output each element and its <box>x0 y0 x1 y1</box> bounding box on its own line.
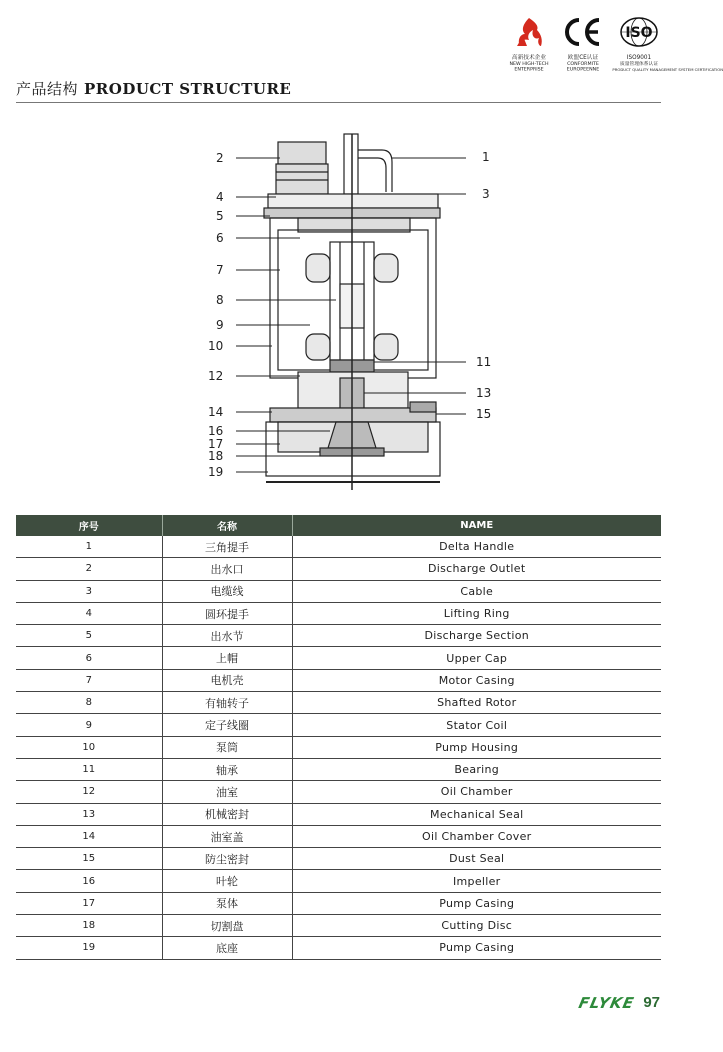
callout-12 <box>208 369 300 383</box>
table-row <box>16 602 661 624</box>
row-cn-name-cell: 油室 <box>162 781 292 803</box>
row-en-name-cell: Lifting Ring <box>292 602 661 624</box>
page-title-en: PRODUCT STRUCTURE <box>84 80 292 98</box>
row-number-cell: 2 <box>16 558 162 580</box>
header-divider <box>16 102 661 103</box>
svg-text:9: 9 <box>216 318 224 332</box>
svg-text:15: 15 <box>476 407 492 421</box>
cert-ce <box>555 16 611 73</box>
cert-caption-en: NEW HIGH-TECH ENTERPRISE <box>509 61 549 73</box>
table-row <box>16 803 661 825</box>
table-row <box>16 870 661 892</box>
table-row <box>16 714 661 736</box>
row-en-name-cell: Discharge Outlet <box>292 558 661 580</box>
table-row <box>16 580 661 602</box>
column-header-no: 序号 <box>16 515 162 536</box>
callout-8 <box>216 293 336 307</box>
row-cn-name-cell: 泵筒 <box>162 736 292 758</box>
row-en-name-cell: Upper Cap <box>292 647 661 669</box>
table-row <box>16 625 661 647</box>
row-number-cell: 18 <box>16 915 162 937</box>
table-header-row <box>16 515 661 536</box>
svg-text:14: 14 <box>208 405 224 419</box>
row-number-cell: 14 <box>16 825 162 847</box>
parts-table-wrapper <box>16 515 661 960</box>
row-en-name-cell: Pump Housing <box>292 736 661 758</box>
table-row <box>16 669 661 691</box>
row-number-cell: 16 <box>16 870 162 892</box>
row-cn-name-cell: 机械密封 <box>162 803 292 825</box>
row-number-cell: 19 <box>16 937 162 959</box>
iso-globe-icon <box>617 16 661 48</box>
brand-logo: FLYKE <box>576 994 636 1012</box>
page-number: 97 <box>643 994 660 1011</box>
row-number-cell: 8 <box>16 692 162 714</box>
svg-text:1: 1 <box>482 150 490 164</box>
delta-handle <box>344 134 358 194</box>
svg-text:16: 16 <box>208 424 224 438</box>
column-header-en-name: NAME <box>292 515 661 536</box>
svg-text:4: 4 <box>216 190 224 204</box>
row-cn-name-cell: 切割盘 <box>162 915 292 937</box>
stator-coil <box>306 254 330 282</box>
row-cn-name-cell: 上帽 <box>162 647 292 669</box>
row-number-cell: 12 <box>16 781 162 803</box>
row-number-cell: 1 <box>16 536 162 558</box>
row-cn-name-cell: 出水节 <box>162 625 292 647</box>
svg-text:12: 12 <box>208 369 224 383</box>
cert-caption-en: CONFORMITE EUROPEENNE <box>566 61 600 73</box>
row-en-name-cell: Bearing <box>292 758 661 780</box>
pump-cross-section-diagram <box>180 122 520 502</box>
row-number-cell: 5 <box>16 625 162 647</box>
callout-14 <box>208 405 272 419</box>
column-header-cn-name: 名称 <box>162 515 292 536</box>
svg-text:5: 5 <box>216 209 224 223</box>
svg-text:2: 2 <box>216 151 224 165</box>
row-cn-name-cell: 油室盖 <box>162 825 292 847</box>
row-en-name-cell: Dust Seal <box>292 848 661 870</box>
cert-caption-cn: 欧盟CE认证 <box>567 54 599 61</box>
row-number-cell: 9 <box>16 714 162 736</box>
svg-text:6: 6 <box>216 231 224 245</box>
row-cn-name-cell: 圆环提手 <box>162 602 292 624</box>
row-number-cell: 13 <box>16 803 162 825</box>
cert-high-tech <box>501 16 557 73</box>
row-number-cell: 4 <box>16 602 162 624</box>
table-row <box>16 536 661 558</box>
table-row <box>16 848 661 870</box>
table-row <box>16 781 661 803</box>
table-row <box>16 736 661 758</box>
row-en-name-cell: Impeller <box>292 870 661 892</box>
row-en-name-cell: Cutting Disc <box>292 915 661 937</box>
svg-text:8: 8 <box>216 293 224 307</box>
row-en-name-cell: Discharge Section <box>292 625 661 647</box>
callout-19 <box>208 465 268 479</box>
row-cn-name-cell: 定子线圈 <box>162 714 292 736</box>
row-number-cell: 15 <box>16 848 162 870</box>
page-title <box>16 78 291 99</box>
row-number-cell: 7 <box>16 669 162 691</box>
iso-logo-text: ISO <box>625 25 653 41</box>
row-number-cell: 11 <box>16 758 162 780</box>
row-cn-name-cell: 防尘密封 <box>162 848 292 870</box>
svg-text:3: 3 <box>482 187 490 201</box>
table-row <box>16 647 661 669</box>
callout-1 <box>392 150 490 164</box>
row-en-name-cell: Delta Handle <box>292 536 661 558</box>
table-row <box>16 892 661 914</box>
svg-text:17: 17 <box>208 437 224 451</box>
svg-text:19: 19 <box>208 465 224 479</box>
page-title-cn: 产品结构 <box>16 80 79 98</box>
row-cn-name-cell: 出水口 <box>162 558 292 580</box>
row-cn-name-cell: 叶轮 <box>162 870 292 892</box>
callout-9 <box>216 318 310 332</box>
row-number-cell: 3 <box>16 580 162 602</box>
row-en-name-cell: Shafted Rotor <box>292 692 661 714</box>
callout-10 <box>208 339 272 353</box>
cert-caption-cn2: 质量管理体系认证 <box>619 61 658 67</box>
row-en-name-cell: Pump Casing <box>292 892 661 914</box>
table-row <box>16 558 661 580</box>
callout-2 <box>216 151 280 165</box>
table-row <box>16 915 661 937</box>
row-number-cell: 6 <box>16 647 162 669</box>
row-number-cell: 17 <box>16 892 162 914</box>
row-en-name-cell: Oil Chamber Cover <box>292 825 661 847</box>
dust-seal <box>410 402 436 412</box>
row-cn-name-cell: 轴承 <box>162 758 292 780</box>
svg-text:11: 11 <box>476 355 492 369</box>
svg-text:10: 10 <box>208 339 224 353</box>
row-en-name-cell: Cable <box>292 580 661 602</box>
certification-logos <box>501 16 723 82</box>
row-cn-name-cell: 泵体 <box>162 892 292 914</box>
cert-caption-cn: 高新技术企业 <box>511 54 547 61</box>
ce-mark-icon <box>561 16 605 48</box>
discharge-outlet <box>278 142 326 164</box>
table-body <box>16 536 661 959</box>
row-en-name-cell: Pump Casing <box>292 937 661 959</box>
row-cn-name-cell: 底座 <box>162 937 292 959</box>
cable-path <box>358 150 392 192</box>
callout-5 <box>216 209 270 223</box>
upper-cap <box>268 194 438 208</box>
table-row <box>16 692 661 714</box>
table-row <box>16 758 661 780</box>
cert-caption-cn: ISO9001 <box>626 54 652 61</box>
row-en-name-cell: Oil Chamber <box>292 781 661 803</box>
callout-4 <box>216 190 276 204</box>
cert-iso <box>611 16 723 73</box>
svg-text:18: 18 <box>208 449 224 463</box>
row-cn-name-cell: 电机壳 <box>162 669 292 691</box>
parts-table <box>16 515 661 960</box>
row-en-name-cell: Stator Coil <box>292 714 661 736</box>
row-en-name-cell: Mechanical Seal <box>292 803 661 825</box>
table-row <box>16 937 661 959</box>
svg-text:7: 7 <box>216 263 224 277</box>
row-en-name-cell: Motor Casing <box>292 669 661 691</box>
high-tech-enterprise-icon <box>509 16 549 48</box>
table-row <box>16 825 661 847</box>
svg-text:13: 13 <box>476 386 492 400</box>
row-number-cell: 10 <box>16 736 162 758</box>
callout-15 <box>436 407 491 421</box>
row-cn-name-cell: 三角提手 <box>162 536 292 558</box>
callout-6 <box>216 231 300 245</box>
row-cn-name-cell: 有轴转子 <box>162 692 292 714</box>
cert-caption-en: PRODUCT QUALITY MANAGEMENT SYSTEM CERTIFICATION <box>612 67 723 72</box>
row-cn-name-cell: 电缆线 <box>162 580 292 602</box>
